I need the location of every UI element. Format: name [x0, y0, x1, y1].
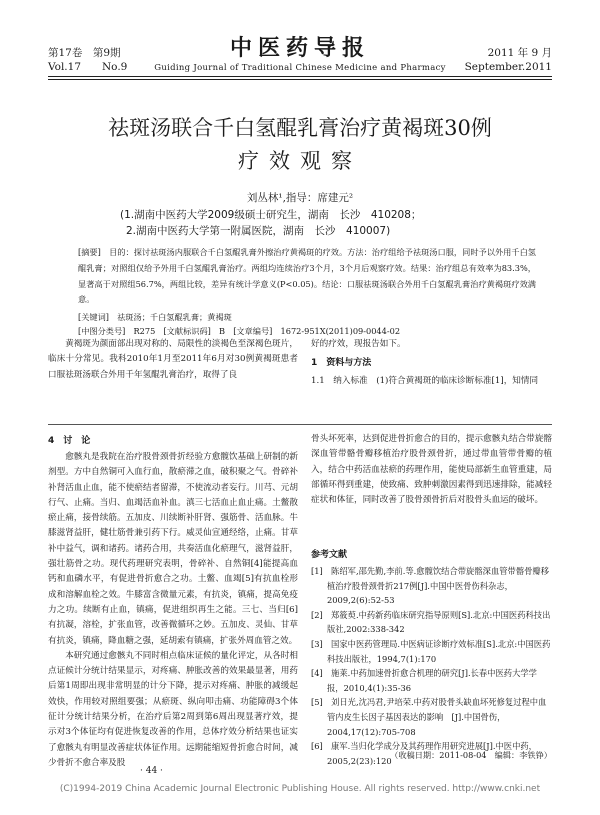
header-rule-thin	[48, 79, 552, 80]
inclusion-criteria: 1.1 纳入标准 (1)符合黄褐斑的临床诊断标准[1]，知情同	[311, 376, 539, 387]
classification: [中图分类号] R275 [文献标识码] B [文章编号] 1672-951X(2011)09-0044-02	[78, 326, 401, 336]
discussion-column	[48, 432, 298, 771]
reference-item: [4] 施莱.中药加速骨折愈合机理的研究[J].长春中医药大学学报，2010,4(1):35-36	[311, 668, 537, 693]
volume-issue-cn: 第17卷 第9期	[48, 47, 121, 59]
issue-date-en: September.2011	[464, 61, 552, 73]
page-number: · 44 ·	[140, 766, 163, 776]
references-heading: 参考文献	[311, 550, 348, 560]
intro-continuation: 好的疗效，现报告如下。	[311, 339, 406, 349]
reference-item: [3] 国家中医药管理局.中医病证诊断疗效标准[S].北京:中国医药科技出版社，1994,7(1):170	[311, 638, 551, 664]
section-heading-discussion: 4 讨 论	[48, 436, 91, 446]
intro-paragraph: 黄褐斑为颜面部出现对称的、局限性的淡褐色至深褐色斑片，临床十分常见。我科2010年1月至2011年6月对30例黄褐斑患者口服祛斑汤联合外用千年氢醌乳膏治疗，取得了良	[48, 339, 298, 380]
authors: 刘丛林¹,指导：席建元²	[246, 192, 354, 204]
intro-left-text	[48, 337, 298, 383]
article-title: 祛斑汤联合千白氢醌乳膏治疗黄褐斑30例	[108, 116, 492, 140]
intro-right-text	[311, 337, 552, 390]
journal-name-cn: 中医药导报	[229, 36, 370, 61]
keywords: [关键词] 祛斑汤；千白氢醌乳膏；黄褐斑	[78, 312, 232, 322]
issue-date	[465, 46, 552, 74]
reference-item: [2] 郑筱萸.中药新药临床研究指导原则[S].北京:中国医药科技出版社,2002:338-342	[311, 609, 551, 635]
affiliation-1: (1.湖南中医药大学2009级硕士研究生，湖南 长沙 410208；	[120, 209, 422, 221]
discussion-paragraph-3: 骨头坏死率，达到促进骨折愈合的目的，提示愈骸丸结合带旋髂深血管带骼骨瓣移植治疗股骨颈骨折，通过带血管带骨瓣的植入，结合中药活血祛瘀的药理作用，能使局部新生血管重建，局部循环得到重建，使致痛、致肿刺激因素得到迅速排除，能减轻症状和体征，同时改善了股骨颈骨折后对股骨头血运的破坏。	[311, 434, 552, 506]
journal-name-en: Guiding Journal of Traditional Chinese Medicine and Pharmacy	[154, 63, 446, 73]
discussion-paragraph-1: 愈骸丸是我院在治疗股骨颈骨折经验方愈髋饮基础上研制的新剂型。方中自然铜可入血行血，散瘀滞之血，破积聚之气。骨碎补补肾活血止血，能不使瘀结者留滞，不使流动者妄行。川芎、元胡行气、止痛。当归、血竭活血补血。滇三七活血止血止痛。土鳖散瘀止痛，接骨续筋。五加皮、川续断补肝肾、强筋骨、活血脉。牛膝滋肾益肝，健壮筋骨兼引药下行。威灵仙宣通经络，止痛。甘草补中益气，调和诸药。诸药合用，共奏活血化瘀理气，滋肾益肝，强壮筋骨之功。现代药理研究表明，骨碎补、自然铜[4]能提高血钙和血磷水平，有促进骨折愈合之功。土鳖、血竭[5]有抗血栓形成和溶解血栓之效。牛膝富含微量元素，有抗炎，镇痛，提高免疫力之功。续断有止血，镇痛，促进组织再生之能。三七、当归[6]有抗凝，溶栓，扩张血管，改善微循环之妙。五加皮、灵仙、甘草有抗炎，镇痛，降血糖之强，延胡索有镇痛，扩张外周血管之效。	[48, 452, 298, 646]
section-heading-methods: 1 资料与方法	[311, 358, 372, 369]
discussion-continuation	[311, 432, 552, 508]
received-date: （收稿日期：2011-08-04 编辑：李铁铮）	[390, 750, 552, 760]
article-title-line2: 疗效观察	[238, 149, 362, 173]
page-break-divider	[48, 424, 552, 425]
discussion-paragraph-2: 本研究通过愈骸丸不同时相点临床证候的量化评定，从各时相点证候计分统计结果显示，对疼痛、肿胀改善的效果最显著，用药后第1周即出现非常明显的计分下降，提示对疼痛、肿胀的减缓起效快，作用较对照组要强；从瘀斑、纵向叩击痛、功能障碍3个体征计分统计结果分析，在治疗后第2周到第6周出现显著疗效，提示对3个体征均有促进恢复改善的作用，总体疗效分析结果也证实了愈骸丸有明显改善症状体征作用。远期能缩短骨折愈合时间，减少骨折不愈合率及股	[48, 650, 298, 768]
copyright-footer: (C)1994-2019 China Academic Journal Electronic Publishing House. All rights reserved. http://www.cnki.net	[59, 784, 541, 794]
header-rule-thick	[48, 76, 552, 77]
references	[311, 546, 552, 768]
affiliation-2: 2.湖南中医药大学第一附属医院，湖南 长沙 410007)	[126, 225, 391, 237]
issue-date-cn: 2011 年 9 月	[487, 47, 552, 59]
abstract: [摘要] 目的：探讨祛斑汤内服联合千白氢醌乳膏外擦治疗黄褐斑的疗效。方法：治疗组给予祛斑汤口服，同时予以外用千白氢醌乳膏；对照组仅给予外用千白氢醌乳膏治疗。两组均连续治疗3个月，3个月后观察疗效。结果：治疗组总有效率为83.3%，显著高于对照组56.7%，两组比较，差异有统计学意义(P<0.05)。结论：口服祛斑汤联合外用千白氢醌乳膏治疗黄褐斑疗效满意。	[78, 247, 536, 305]
reference-item: [6] 康军.当归化学成分及其药理作用研究进展[J].中医中药，2005,2(23):120	[311, 741, 537, 766]
reference-item: [1] 陈绍军,邵先勤,李前.等.愈髋饮结合带旋髂深血管带髂骨瓣移植治疗股骨颈骨折217例[J].中国中医骨伤科杂志，2009,2(6):52-53	[311, 566, 550, 606]
reference-item: [5] 刘日光,沈冯君,尹培荣.中药对股骨头缺血坏死修复过程中血管内皮生长因子基因表达的影响 [J].中国骨伤，2004,17(12):705-708	[311, 697, 547, 737]
affiliations	[120, 207, 520, 239]
volume-issue-en: Vol.17 No.9	[48, 61, 128, 73]
